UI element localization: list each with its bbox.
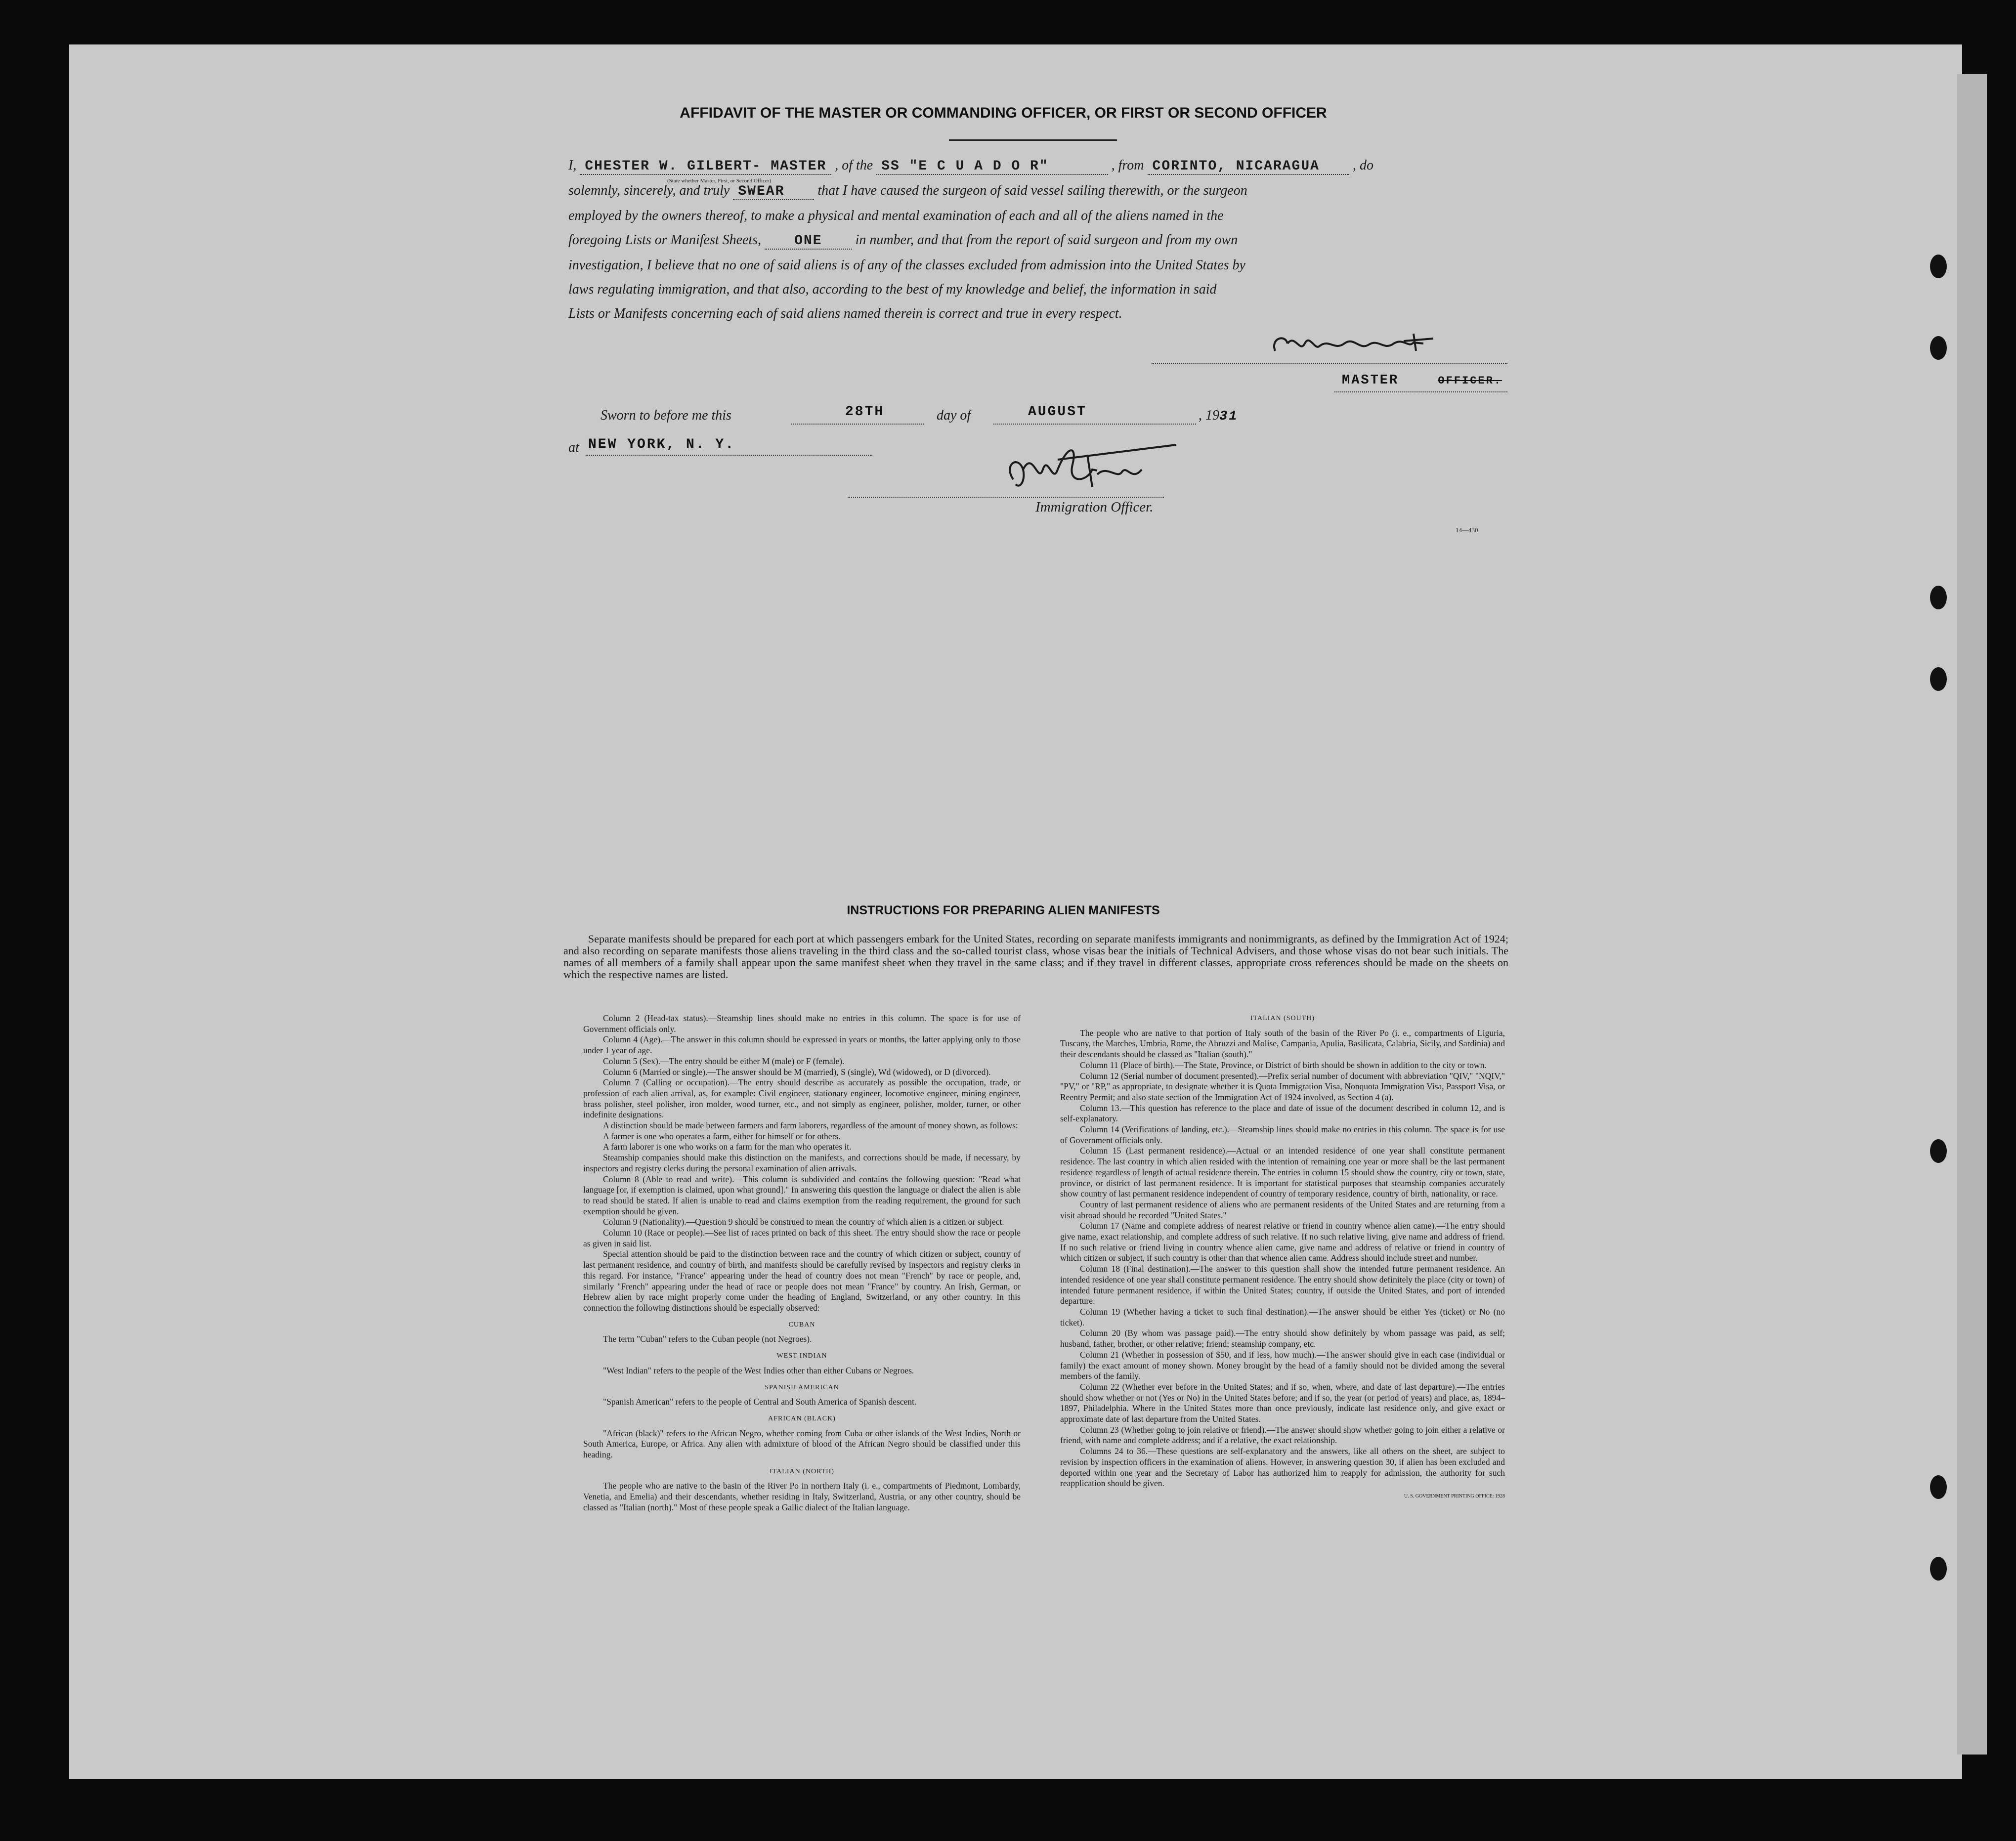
- affidavit-line-4: foregoing Lists or Manifest Sheets, ONE in number, and that from the report of said surgeon and from my own: [568, 232, 1238, 249]
- paragraph: A farm laborer is one who works on a farm for the man who operates it.: [603, 1142, 852, 1152]
- immigration-officer-signature: [998, 435, 1186, 507]
- binder-hole: [1930, 1475, 1947, 1499]
- paragraph: Column 6 (Married or single).—The answer should be M (married), S (single), Wd (widowed), or D (divorced).: [603, 1067, 991, 1077]
- paragraph: Column 23 (Whether going to join relative or friend).—The answer should show whether going to join either a relative or friend, with name and complete address; and if a relative, the exact relationship.: [1060, 1424, 1505, 1446]
- paragraph: The term "Cuban" refers to the Cuban people (not Negroes).: [603, 1334, 812, 1344]
- title-rule: [949, 139, 1117, 141]
- sheet-count: ONE: [765, 233, 852, 250]
- day-of-label: day of: [937, 408, 971, 423]
- sworn-day: 28TH: [845, 404, 885, 420]
- paragraph: Column 10 (Race or people).—See list of races printed on back of this sheet. The entry should show the race or people as given in said list.: [583, 1228, 1021, 1248]
- paragraph: Column 5 (Sex).—The entry should be either M (male) or F (female).: [603, 1056, 845, 1066]
- affidavit-line-2: solemnly, sincerely, and truly SWEAR that I have caused the surgeon of said vessel sailing therewith, or the surgeon: [568, 183, 1247, 199]
- affidavit-title: AFFIDAVIT OF THE MASTER OR COMMANDING OFFICER, OR FIRST OR SECOND OFFICER: [680, 105, 1327, 121]
- page-edge: [1957, 74, 1987, 1755]
- sworn-year: , 1931: [1199, 408, 1239, 424]
- affidavit-line-7: Lists or Manifests concerning each of said aliens named therein is correct and true in every respect.: [568, 306, 1122, 321]
- paragraph: Column 17 (Name and complete address of nearest relative or friend in country whence alien came).—The entry should give name, exact relationship, and complete address of such relative. If no such relative living, give name and address of friend. If no such relative or friend living in country whence alien came, give name and address of relative or friend in country of which citizen or subject, if such country is other than that whence alien came. Address should include street and number.: [1060, 1221, 1505, 1263]
- master-signature: [1265, 324, 1512, 366]
- sworn-place: NEW YORK, N. Y.: [588, 437, 735, 452]
- instructions-left-column: [583, 1013, 1021, 1513]
- instructions-title: INSTRUCTIONS FOR PREPARING ALIEN MANIFESTS: [847, 903, 1160, 917]
- paragraph: Special attention should be paid to the distinction between race and the country of which citizen or subject, country of last permanent residence, and country of birth, and manifests should be carefully revised by inspectors and registry clerks in this regard. For instance, "France" appearing under the head of country does not mean "French" by race or people, and, similarly "French" appearing under the head of race or people does not mean "France" by country. An Irish, German, or Hebrew alien by race might properly come under the heading of England, Switzerland, or any other country. In this connection the following distinctions should be especially observed:: [583, 1249, 1021, 1313]
- paragraph: "African (black)" refers to the African Negro, whether coming from Cuba or other islands of the West Indies, North or South America, Europe, or Africa. Any alien with admixture of blood of the African Negro should be classified under this heading.: [583, 1428, 1021, 1460]
- day-line: [791, 424, 924, 425]
- sworn-month: AUGUST: [1028, 404, 1087, 420]
- instructions-intro: Separate manifests should be prepared for each port at which passengers embark for the United States, recording on separate manifests immigrants and nonimmigrants, as defined by the Immigration Act of 1924; and also recording on separate manifests those aliens traveling in the third class and the so-called tourist class, whose visas bear the initials of Technical Advisers, and those whose visas do not bear such initials. The names of all members of a family shall appear upon the same manifest sheet when they travel in the same class; and if they travel in different classes, appropriate cross references should be made on the sheets on which the respective names are listed.: [563, 933, 1508, 981]
- section-heading: WEST INDIAN: [776, 1352, 827, 1360]
- paragraph: Column 21 (Whether in possession of $50, and if less, how much).—The answer should give in each case (individual or family) the exact amount of money shown. Money brought by the head of a family should not be divided among the several members of the family.: [1060, 1349, 1505, 1381]
- instructions-right-column: [1060, 1013, 1505, 1502]
- officer-name-hint: (State whether Master, First, or Second Officer): [667, 178, 772, 184]
- paragraph: "West Indian" refers to the people of the West Indies other than either Cubans or Negroes.: [603, 1365, 914, 1375]
- paragraph: Column 8 (Able to read and write).—This column is subdivided and contains the following question: "Read what language [or, if exemption is claimed, upon what ground]." In answering this question the language or dialect the alien is able to read should be stated. If alien is unable to read and claims exemption from the reading requirement, the ground for such exemption should be given.: [583, 1174, 1021, 1216]
- signatory-rank: MASTER OFFICER.: [1342, 373, 1502, 388]
- section-heading: SPANISH AMERICAN: [765, 1383, 839, 1391]
- affidavit-line-5: investigation, I believe that no one of said aliens is of any of the classes excluded from admission into the United States by: [568, 257, 1245, 273]
- paragraph: The people who are native to that portion of Italy south of the basin of the River Po (i. e., compartments of Liguria, Tuscany, the Marches, Umbria, Rome, the Abruzzi and Molise, Campania, Apulia, Basilicata, Calabria, Sicily, and Sardinia) and their descendants should be classed as "Italian (south).": [1060, 1028, 1505, 1060]
- printer-imprint: U. S. GOVERNMENT PRINTING OFFICE: 1928: [1404, 1493, 1505, 1499]
- paragraph: Columns 24 to 36.—These questions are self-explanatory and the answers, like all others on the sheet, are subject to revision by inspection officers in the examination of aliens. However, in answering question 30, if alien has been excluded and deported within one year and the Secretary of Labor has authorized him to reapply for admission, the authority for such reapplication should be given.: [1060, 1446, 1505, 1489]
- paragraph: Country of last permanent residence of aliens who are permanent residents of the United States and are returning from a visit abroad should be recorded "United States.": [1060, 1199, 1505, 1220]
- section-heading: ITALIAN (SOUTH): [1250, 1015, 1315, 1022]
- rank-line: [1334, 391, 1507, 392]
- binder-hole: [1930, 586, 1947, 609]
- paragraph: Column 13.—This question has reference to the place and date of issue of the document described in column 12, and is self-explanatory.: [1060, 1103, 1505, 1124]
- oath-word: SWEAR: [733, 184, 814, 200]
- binder-hole: [1930, 336, 1947, 360]
- port-of-departure: CORINTO, NICARAGUA: [1148, 159, 1349, 175]
- paragraph: Steamship companies should make this distinction on the manifests, and corrections should be made, if necessary, by inspectors and registry clerks during the personal examination of alien arrivals.: [583, 1153, 1021, 1173]
- officer-name: CHESTER W. GILBERT- MASTER: [580, 159, 831, 175]
- binder-hole: [1930, 255, 1947, 278]
- affidavit-line-1: I, CHESTER W. GILBERT- MASTER , of the SS "E C U A D O R" , from CORINTO, NICARAGUA , do: [568, 158, 1373, 174]
- month-line: [993, 424, 1196, 425]
- paragraph: Column 14 (Verifications of landing, etc.).—Steamship lines should make no entries in this column. The space is for use of Government officials only.: [1060, 1124, 1505, 1145]
- paragraph: Column 19 (Whether having a ticket to such final destination).—The answer should be either Yes (ticket) or No (no ticket).: [1060, 1306, 1505, 1327]
- officer-line: [848, 497, 1164, 498]
- affidavit-line-3: employed by the owners thereof, to make a physical and mental examination of each and all of the aliens named in the: [568, 208, 1224, 223]
- paragraph: Column 2 (Head-tax status).—Steamship lines should make no entries in this column. The space is for use of Government officials only.: [583, 1013, 1021, 1034]
- paragraph: A farmer is one who operates a farm, either for himself or for others.: [603, 1131, 841, 1141]
- binder-hole: [1930, 667, 1947, 691]
- section-heading: ITALIAN (NORTH): [770, 1467, 834, 1475]
- paragraph: Column 20 (By whom was passage paid).—The entry should show definitely by whom passage was paid, as self; husband, father, brother, or other relative; friend; steamship company, etc.: [1060, 1328, 1505, 1349]
- binder-hole: [1930, 1557, 1947, 1581]
- paragraph: Column 7 (Calling or occupation).—The entry should describe as accurately as possible the occupation, trade, or profession of each alien arrival, as, for example: Civil engineer, stationary engineer, locomotive engineer, mining engineer, brass polisher, steel polisher, iron molder, wood turner, etc., and not simply as engineer, polisher, molder, turner, or other indefinite designations.: [583, 1077, 1021, 1120]
- affidavit-line-6: laws regulating immigration, and that also, according to the best of my knowledge and belief, the information in said: [568, 282, 1217, 297]
- struck-rank: OFFICER.: [1438, 375, 1502, 387]
- signature-line: [1152, 363, 1507, 364]
- paragraph: Column 4 (Age).—The answer in this column should be expressed in years or months, the latter applying only to those under 1 year of age.: [583, 1034, 1021, 1056]
- place-line: [586, 455, 872, 456]
- sworn-label: Sworn to before me this: [601, 408, 731, 423]
- paragraph: Column 22 (Whether ever before in the United States; and if so, when, where, and date of last departure).—The entries should show whether or not (Yes or No) in the United States before; and if so, the year (or period of years) and place, as, 1894–1897, Philadelphia. Where in the United States more than once previously, indicate last residence only, and give exact or approximate date of last departure from the United States.: [1060, 1381, 1505, 1424]
- paragraph: Column 11 (Place of birth).—The State, Province, or District of birth should be shown in addition to the city or town.: [1080, 1060, 1487, 1070]
- vessel-name: SS "E C U A D O R": [876, 159, 1108, 175]
- paragraph: Column 18 (Final destination).—The answer to this question shall show the intended future permanent residence. An intended residence of one year shall constitute permanent residence. The entry should show definitely the place (city or town) of intended future permanent residence, if within the United States; country, if outside the United States, and port of intended departure.: [1060, 1264, 1505, 1306]
- paragraph: The people who are native to the basin of the River Po in northern Italy (i. e., compartments of Piedmont, Lombardy, Venetia, and Emelia) and their descendants, whether residing in Italy, Switzerland, Austria, or any other country, should be classed as "Italian (north)." Most of these people speak a Gallic dialect of the Italian language.: [583, 1481, 1021, 1512]
- officer-title: Immigration Officer.: [1035, 499, 1154, 515]
- paragraph: A distinction should be made between farmers and farm laborers, regardless of the amount of money shown, as follows:: [603, 1120, 1018, 1131]
- binder-hole: [1930, 1139, 1947, 1163]
- paragraph: Column 12 (Serial number of document presented).—Prefix serial number of document with abbreviation "QIV," "NQIV," "PV," or "RP," as appropriate, to designate whether it is Quota Immigration Visa, Nonquota Immigration Visa, Passport Visa, or Reentry Permit; and also state section of the Immigration Act of 1924 involved, as Section 4 (a).: [1060, 1070, 1505, 1102]
- section-heading: AFRICAN (BLACK): [768, 1414, 836, 1422]
- paragraph: "Spanish American" refers to the people of Central and South America of Spanish descent.: [603, 1397, 917, 1407]
- paragraph: Column 15 (Last permanent residence).—Actual or an intended residence of one year shall constitute permanent residence. The last country in which alien resided with the intention of remaining one year or more shall be the last permanent residence regardless of length of actual residence therein. The entries in column 15 should show the country, city or town, state, province, or district of last permanent residence. It is important for statistical purposes that steamship companies accurately show country of last permanent residence independent of country of temporary residence, country of birth, nationality, or race.: [1060, 1146, 1505, 1199]
- section-heading: CUBAN: [788, 1321, 815, 1328]
- paragraph: Column 9 (Nationality).—Question 9 should be construed to mean the country of which alien is a citizen or subject.: [603, 1217, 1004, 1227]
- form-number: 14—430: [1456, 526, 1478, 534]
- at-label: at: [568, 440, 579, 455]
